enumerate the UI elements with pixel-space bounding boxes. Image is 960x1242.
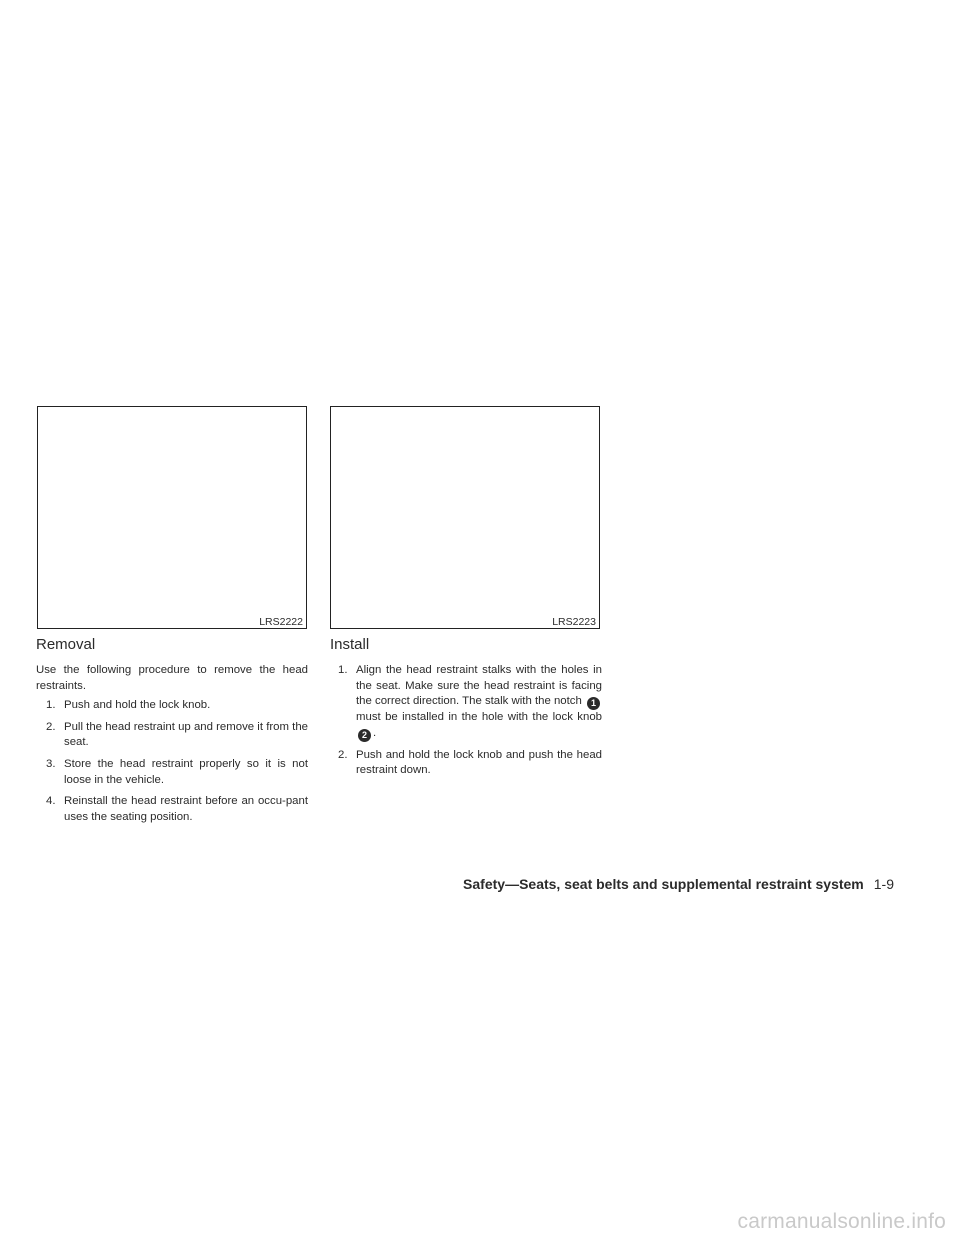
install-step (330, 748, 602, 779)
removal-step (36, 720, 308, 751)
step-text-part: . (373, 726, 377, 739)
step-number: 3. (46, 757, 56, 770)
step-text: Push and hold the lock knob and push the head restraint down. (356, 748, 602, 777)
removal-step (36, 698, 308, 714)
step-number: 2. (338, 748, 348, 761)
install-section (330, 636, 602, 785)
step-number: 1. (46, 699, 56, 712)
page-number: 1-9 (873, 876, 894, 892)
install-step (330, 663, 602, 742)
install-heading: Install (330, 636, 370, 653)
step-text: Reinstall the head restraint before an occu-pant uses the seating position. (64, 795, 308, 823)
removal-steps (36, 698, 308, 825)
removal-section (36, 636, 308, 831)
step-text-part: Align the head restraint stalks with the holes in the seat. Make sure the head restraint is facing the correct direction. The stalk with the notch (356, 664, 602, 708)
step-text: Push and hold the lock knob. (64, 699, 211, 712)
removal-heading: Removal (36, 636, 96, 653)
figure-code-left: LRS2222 (259, 615, 303, 628)
figure-code-right: LRS2223 (552, 615, 596, 628)
step-text (356, 663, 602, 742)
removal-intro: Use the following procedure to remove the head restraints. (36, 664, 308, 692)
step-text: Store the head restraint properly so it is not loose in the vehicle. (64, 757, 308, 786)
step-number: 1. (338, 664, 348, 676)
removal-step (36, 757, 308, 788)
removal-illustration (37, 406, 307, 629)
step-number: 4. (46, 795, 56, 808)
footer-section-title: Safety—Seats, seat belts and supplemental restraint system (463, 876, 864, 892)
watermark: carmanualsonline.info (737, 1210, 946, 1233)
step-text: Pull the head restraint up and remove it from the seat. (64, 720, 308, 749)
page-footer (463, 875, 894, 893)
callout-2-icon: 2 (358, 729, 371, 742)
install-steps (330, 663, 602, 779)
install-illustration (330, 406, 600, 629)
step-text-part: must be installed in the hole with the lock knob (356, 711, 602, 724)
callout-1-icon: 1 (587, 697, 600, 710)
step-number: 2. (46, 720, 56, 733)
removal-step (36, 794, 308, 825)
